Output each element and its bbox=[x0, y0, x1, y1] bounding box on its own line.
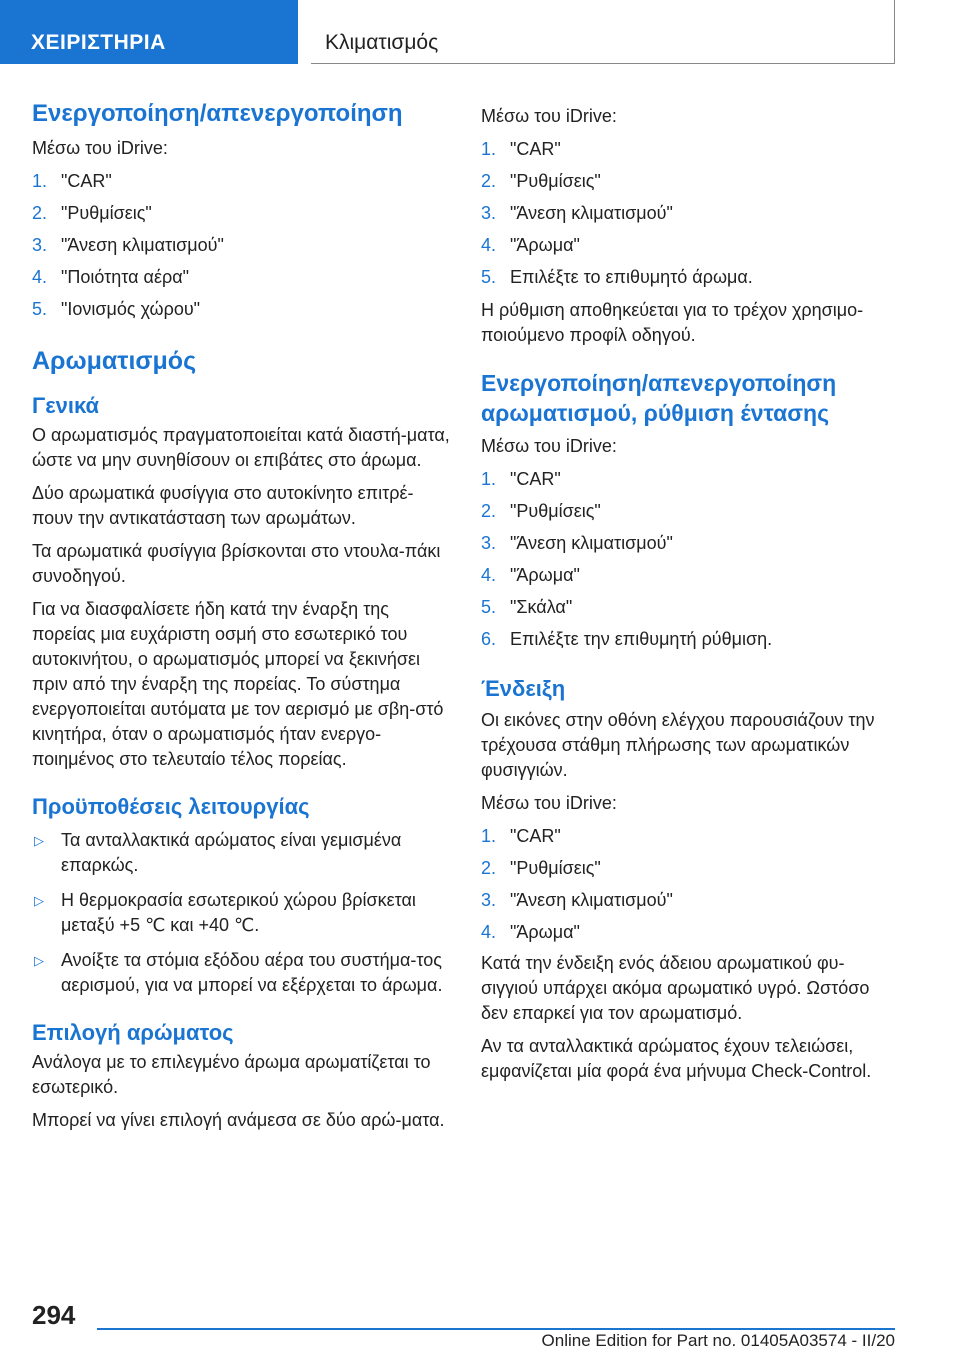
via-idrive-text: Μέσω του iDrive: bbox=[481, 106, 617, 126]
list-item: 4. "Άρωμα" bbox=[481, 922, 580, 942]
triangle-bullet-icon: ▷ bbox=[34, 893, 44, 908]
section-tab: ΧΕΙΡΙΣΤΗΡΙΑ bbox=[0, 0, 298, 64]
paragraph: Δύο αρωματικά φυσίγγια στο αυτοκίνητο επιτρέ-πουν την αντικατάσταση των αρωμάτων. bbox=[32, 483, 414, 528]
paragraph: Τα αρωματικά φυσίγγια βρίσκονται στο ντουλα-πάκι συνοδηγού. bbox=[32, 541, 441, 586]
list-item: 2. "Ρυθμίσεις" bbox=[481, 858, 601, 878]
menu-path-list-4 bbox=[481, 824, 901, 945]
heading-aroma: Αρωματισμός bbox=[32, 347, 197, 375]
list-item: 2. "Ρυθμίσεις" bbox=[481, 171, 601, 191]
list-item: 2. "Ρυθμίσεις" bbox=[32, 203, 152, 223]
list-item: 4. "Άρωμα" bbox=[481, 235, 580, 255]
list-item: 5. "Σκάλα" bbox=[481, 597, 573, 617]
menu-path-list-1 bbox=[32, 169, 452, 322]
list-item: ▷ Τα ανταλλακτικά αρώματος είναι γεμισμένα επαρκώς. bbox=[34, 830, 402, 875]
triangle-bullet-icon: ▷ bbox=[34, 953, 44, 968]
list-item: 5. "Ιονισμός χώρου" bbox=[32, 299, 201, 319]
paragraph: Για να διασφαλίσετε ήδη κατά την έναρξη της πορείας μια ευχάριστη οσμή στο εσωτερικό του αυτοκινήτου, ο αρωματισμός μπορεί να ξεκινήσει πριν από την έναρξη της πορείας. Το σύστημα ενεργοποιείται αυτόματα με τον αερισμό με σβη-στό κινητήρα, όταν ο αρωματισμός ήταν ενεργο-ποιημένος στο τελευταίο τέλος πορείας. bbox=[32, 599, 444, 769]
via-idrive-text: Μέσω του iDrive: bbox=[481, 436, 617, 456]
list-item: 4. "Ποιότητα αέρα" bbox=[32, 267, 190, 287]
paragraph: Μπορεί να γίνει επιλογή ανάμεσα σε δύο αρώ-ματα. bbox=[32, 1110, 445, 1130]
list-item: 3. "Άνεση κλιματισμού" bbox=[32, 235, 224, 255]
list-item: 3. "Άνεση κλιματισμού" bbox=[481, 533, 673, 553]
paragraph: Η ρύθμιση αποθηκεύεται για το τρέχον χρησιμο-ποιούμενο προφίλ οδηγού. bbox=[481, 300, 864, 345]
list-item: 3. "Άνεση κλιματισμού" bbox=[481, 890, 673, 910]
paragraph: Οι εικόνες στην οθόνη ελέγχου παρουσιάζουν την τρέχουσα στάθμη πλήρωσης των αρωματικών φυσιγγιών. bbox=[481, 710, 875, 780]
heading-activation: Ενεργοποίηση/απενεργοποίηση bbox=[32, 100, 403, 127]
page-number: 294 bbox=[32, 1300, 76, 1330]
paragraph: Ο αρωματισμός πραγματοποιείται κατά διαστή-ματα, ώστε να μην συνηθίσουν οι επιβάτες στο άρωμα. bbox=[32, 425, 450, 470]
list-item: ▷ Η θερμοκρασία εσωτερικού χώρου βρίσκεται μεταξύ +5 ℃ και +40 ℃. bbox=[34, 890, 416, 935]
heading-indication: Ένδειξη bbox=[481, 676, 566, 701]
menu-path-list-3 bbox=[481, 467, 901, 652]
right-column bbox=[481, 104, 901, 1084]
list-item: 6. Επιλέξτε την επιθυμητή ρύθμιση. bbox=[481, 629, 773, 649]
list-item: 1. "CAR" bbox=[481, 826, 561, 846]
footer-divider bbox=[97, 1328, 895, 1330]
list-item: 1. "CAR" bbox=[481, 469, 561, 489]
edition-footer: Online Edition for Part no. 01405A03574 - II/20 bbox=[541, 1331, 895, 1350]
paragraph: Ανάλογα με το επιλεγμένο άρωμα αρωματίζεται το εσωτερικό. bbox=[32, 1052, 431, 1097]
left-column bbox=[32, 98, 452, 1133]
list-item: 4. "Άρωμα" bbox=[481, 565, 580, 585]
menu-path-list-2 bbox=[481, 137, 901, 290]
paragraph: Κατά την ένδειξη ενός άδειου αρωματικού φυ-σιγγιού υπάρχει ακόμα αρωματικό υγρό. Ωστόσο δεν επαρκεί για τον αρωματισμό. bbox=[481, 953, 870, 1023]
heading-select-aroma: Επιλογή αρώματος bbox=[32, 1020, 234, 1045]
list-item: ▷ Ανοίξτε τα στόμια εξόδου αέρα του συστήμα-τος αερισμού, για να μπορεί να εξέρχεται το άρωμα. bbox=[34, 950, 443, 995]
list-item: 1. "CAR" bbox=[481, 139, 561, 159]
list-item: 1. "CAR" bbox=[32, 171, 112, 191]
list-item: 3. "Άνεση κλιματισμού" bbox=[481, 203, 673, 223]
chapter-title: Κλιματισμός bbox=[311, 0, 895, 64]
heading-activation-intensity: Ενεργοποίηση/απενεργοποίηση αρωματισμού, ρύθμιση έντασης bbox=[481, 370, 837, 426]
list-item: 5. Επιλέξτε το επιθυμητό άρωμα. bbox=[481, 267, 753, 287]
heading-general: Γενικά bbox=[32, 393, 100, 418]
paragraph: Αν τα ανταλλακτικά αρώματος έχουν τελειώσει, εμφανίζεται μία φορά ένα μήνυμα Check-Control. bbox=[481, 1036, 872, 1081]
prerequisites-list bbox=[32, 828, 452, 998]
via-idrive-text: Μέσω του iDrive: bbox=[32, 138, 168, 158]
heading-prerequisites: Προϋποθέσεις λειτουργίας bbox=[32, 794, 310, 819]
via-idrive-text: Μέσω του iDrive: bbox=[481, 793, 617, 813]
list-item: 2. "Ρυθμίσεις" bbox=[481, 501, 601, 521]
triangle-bullet-icon: ▷ bbox=[34, 833, 44, 848]
